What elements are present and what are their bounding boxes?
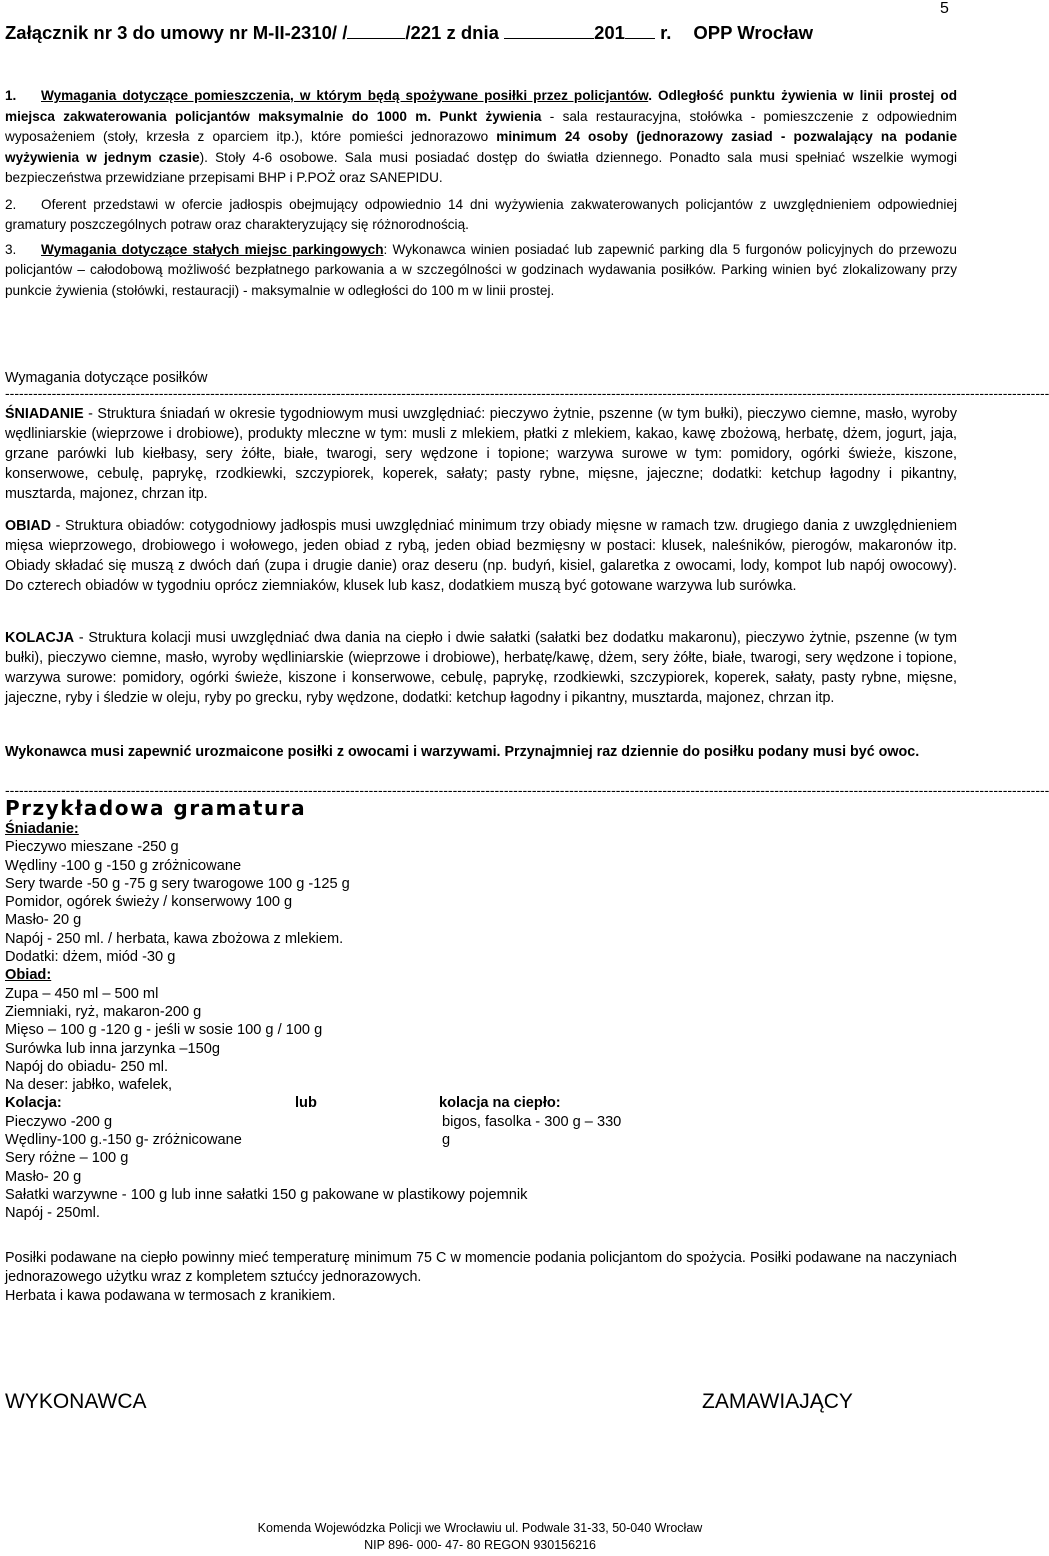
breakfast-item: Masło- 20 g (5, 912, 82, 929)
requirement-1-title: Wymagania dotyczące pomieszczenia, w którym będą spożywane posiłki przez policjantów (41, 88, 649, 103)
signature-contractor: WYKONAWCA (5, 1390, 147, 1413)
fruit-note: Wykonawca musi zapewnić urozmaicone posiłki z owocami i warzywami. Przynajmniej raz dziennie do posiłku podany musi być owoc. (5, 744, 920, 760)
header-date-label: /221 z dnia (405, 22, 499, 43)
header-r: r. (660, 22, 672, 43)
lunch-item: Zupa – 450 ml – 500 ml (5, 985, 159, 1002)
closing-notes (5, 1249, 957, 1306)
temperature-note: Posiłki podawane na ciepło powinny mieć temperaturę minimum 75 C w momencie podania policjantom do spożycia. Posiłki podawane na naczyniach jednorazowego użytku wraz z kompletem sztućcy jednorazowych. (5, 1250, 957, 1285)
breakfast-text: - Struktura śniadań w okresie tygodniowym musi uwzględniać: pieczywo żytnie, pszenne (w tym bułki), pieczywo ciemne, masło, wyroby wędliniarskie (wieprzowe i drobiowe), produkty mleczne w tym: musli z mlekiem, płatki z mlekiem, kakao, kawę zbożową, herbatę, dżem, jogurt, jaja, grzane parówki lub kiełbasy, sery żółte, białe, twarogi, sery wędzone i topione; warzywa surowe w tym: pomidory, ogórki świeże, kiszone, konserwowe, cebulę, paprykę, rzodkiewki, szczypiorek, koperek, sałaty; pasty rybne, mięsne, jajeczne; dodatki: ketchup łagodny i pikantny, musztarda, majonez, chrzan itp. (5, 406, 957, 502)
dash-separator-1: -------------------------------------------------------------------------------------------------------------------------------------------------------------------------------------------------------------------------------- (5, 385, 1049, 401)
supper-item: Masło- 20 g (5, 1168, 82, 1185)
requirement-1 (5, 86, 957, 189)
supper-item: Pieczywo -200 g (5, 1113, 113, 1130)
gramatura-title: Przykładowa gramatura (5, 796, 307, 820)
requirement-1-text-2: - sala restauracyjna, stołówka - pomieszczenie z odpowiednim wyposażeniem (stoły, krzesła z oparciem itp.), które pomieści jednorazowo (5, 108, 957, 144)
breakfast-paragraph (5, 404, 957, 504)
supper-item: Sery różne – 100 g (5, 1150, 129, 1167)
page-footer (0, 1520, 960, 1554)
requirement-3-number: 3. (5, 241, 17, 257)
footer-address: Komenda Wojewódzka Policji we Wrocławiu ul. Podwale 31-33, 50-040 Wrocław (257, 1521, 703, 1535)
breakfast-item: Sery twarde -50 g -75 g sery twarogowe 100 g -125 g (5, 875, 350, 892)
dash-separator-2: -------------------------------------------------------------------------------------------------------------------------------------------------------------------------------------------------------------------------------- (5, 782, 1049, 798)
breakfast-label: ŚNIADANIE (5, 406, 84, 422)
breakfast-heading: Śniadanie: (5, 821, 79, 837)
breakfast-item: Napój - 250 ml. / herbata, kawa zbożowa z mlekiem. (5, 930, 344, 947)
supper-label: KOLACJA (5, 630, 75, 646)
supper-paragraph (5, 628, 957, 708)
requirement-1-number: 1. (5, 88, 17, 103)
supper-hot-heading: kolacja na ciepło: (439, 1095, 561, 1112)
meals-heading: Wymagania dotyczące posiłków (5, 370, 208, 386)
supper-item: Wędliny-100 g.-150 g- zróżnicowane (5, 1132, 242, 1149)
supper-hot-item: bigos, fasolka - 300 g – 330 g (442, 1113, 622, 1149)
lunch-text: - Struktura obiadów: cotygodniowy jadłospis musi uwzględniać minimum trzy obiady mięsne w ramach tzw. drugiego dania z uwzględnieniem mięsa wieprzowego, drobiowego i wołowego, jeden obiad z rybą, jeden obiad bezmięsny w postaci: klusek, naleśników, pierogów, makaronów itp. Obiady składać się muszą z dwóch dań (zupa i drugie danie) oraz deseru (np. budyń, kisiel, galaretka z owocami, lody, kompot lub napój owocowy). Do czterech obiadów w tygodniu oprócz ziemniaków, klusek lub kasz, dodatkiem muszą być gotowane warzywa lub surówka. (5, 518, 957, 594)
lunch-item: Ziemniaki, ryż, makaron-200 g (5, 1003, 202, 1020)
requirement-2-number: 2. (5, 196, 17, 212)
lunch-paragraph (5, 516, 957, 596)
header-blank-2 (504, 20, 594, 39)
thermos-note: Herbata i kawa podawana w termosach z kranikiem. (5, 1288, 336, 1304)
requirement-3-title: Wymagania dotyczące stałych miejsc parkingowych (41, 241, 384, 257)
lunch-item: Surówka lub inna jarzynka –150g (5, 1040, 220, 1057)
breakfast-item: Pieczywo mieszane -250 g (5, 839, 179, 856)
requirements-section (5, 86, 957, 305)
breakfast-item: Dodatki: dżem, miód -30 g (5, 949, 176, 966)
requirement-3 (5, 240, 957, 302)
requirement-1-text-1: . Odległość punktu żywienia w linii prostej od miejsca zakwaterowania policjantów maksymalnie do 1000 m. Punkt żywienia (5, 88, 957, 124)
requirement-3-text: : Wykonawca winien posiadać lub zapewnić parking dla 5 furgonów policyjnych do przewozu policjantów – całodobową możliwość bezpłatnego parkowania a w szczególności w godzinach wydawania posiłków. Parking winien być zlokalizowany przy punkcie żywienia (stołówki, restauracji) - maksymalnie w odległości do 100 m w linii prostej. (5, 241, 957, 298)
breakfast-item: Pomidor, ogórek świeży / konserwowy 100 g (5, 894, 293, 911)
supper-item: Sałatki warzywne - 100 g lub inne sałatki 150 g pakowane w plastikowy pojemnik (5, 1186, 528, 1203)
lunch-item: Napój do obiadu- 250 ml. (5, 1058, 169, 1075)
supper-text: - Struktura kolacji musi uwzględniać dwa dania na ciepło i dwie sałatki (sałatki bez dodatku makaronu), pieczywo żytnie, pszenne (w tym bułki), pieczywo ciemne, masło, wyroby wędliniarskie (wieprzowe i drobiowe), herbatę/kawę, dżem, sery żółte, białe, twarogi, sery wędzone i topione, warzywa surowe: pomidory, ogórki świeże, kiszone i konserwowe, cebulę, paprykę, rzodkiewki, szczypiorek, koperek, sałaty, pasty rybne, mięsne, jajeczne, ryby i śledzie w oleju, ryby po grecku, ryby wędzone, dodatki: ketchup łagodny i pikantny, musztarda, majonez, chrzan itp. (5, 630, 957, 706)
lunch-heading: Obiad: (5, 967, 52, 984)
gramatura-list (5, 820, 625, 1223)
footer-ids: NIP 896- 000- 47- 80 REGON 930156216 (364, 1538, 596, 1552)
requirement-2 (5, 195, 957, 236)
lunch-item: Mięso – 100 g -120 g - jeśli w sosie 100 g / 100 g (5, 1022, 323, 1039)
document-header (5, 20, 813, 44)
supper-heading-row (5, 1094, 625, 1112)
lunch-item: Na deser: jabłko, wafelek, (5, 1077, 173, 1094)
header-annex-label: Załącznik nr 3 do umowy nr M-II-2310/ / (5, 22, 348, 43)
header-blank-1 (347, 20, 405, 39)
supper-heading: Kolacja: (5, 1095, 62, 1112)
header-year: 201 (594, 22, 625, 43)
supper-item: Napój - 250ml. (5, 1205, 100, 1222)
supper-or-label: lub (295, 1095, 317, 1112)
requirement-2-text: Oferent przedstawi w ofercie jadłospis obejmujący odpowiednio 14 dni wyżywienia zakwaterowanych policjantów z uwzględnieniem odpowiedniej gramatury poszczególnych potraw oraz charakteryzujący się różnorodnością. (5, 196, 957, 232)
page-number: 5 (940, 0, 949, 17)
lunch-label: OBIAD (5, 518, 52, 534)
requirement-1-text-3: minimum 24 osoby (jednorazowy zasiad - pozwalający na podanie wyżywienia w jednym czasie (5, 129, 957, 165)
breakfast-item: Wędliny -100 g -150 g zróżnicowane (5, 857, 242, 874)
header-blank-3 (625, 20, 655, 39)
header-org: OPP Wrocław (693, 22, 814, 43)
requirement-1-text-4: ). Stoły 4-6 osobowe. Sala musi posiadać dostęp do światła dziennego. Ponadto sala musi spełniać wszelkie wymogi bezpieczeństwa przewidziane przepisami BHP i P.POŻ oraz SANEPIDU. (5, 149, 957, 185)
signature-client: ZAMAWIAJĄCY (702, 1390, 853, 1413)
